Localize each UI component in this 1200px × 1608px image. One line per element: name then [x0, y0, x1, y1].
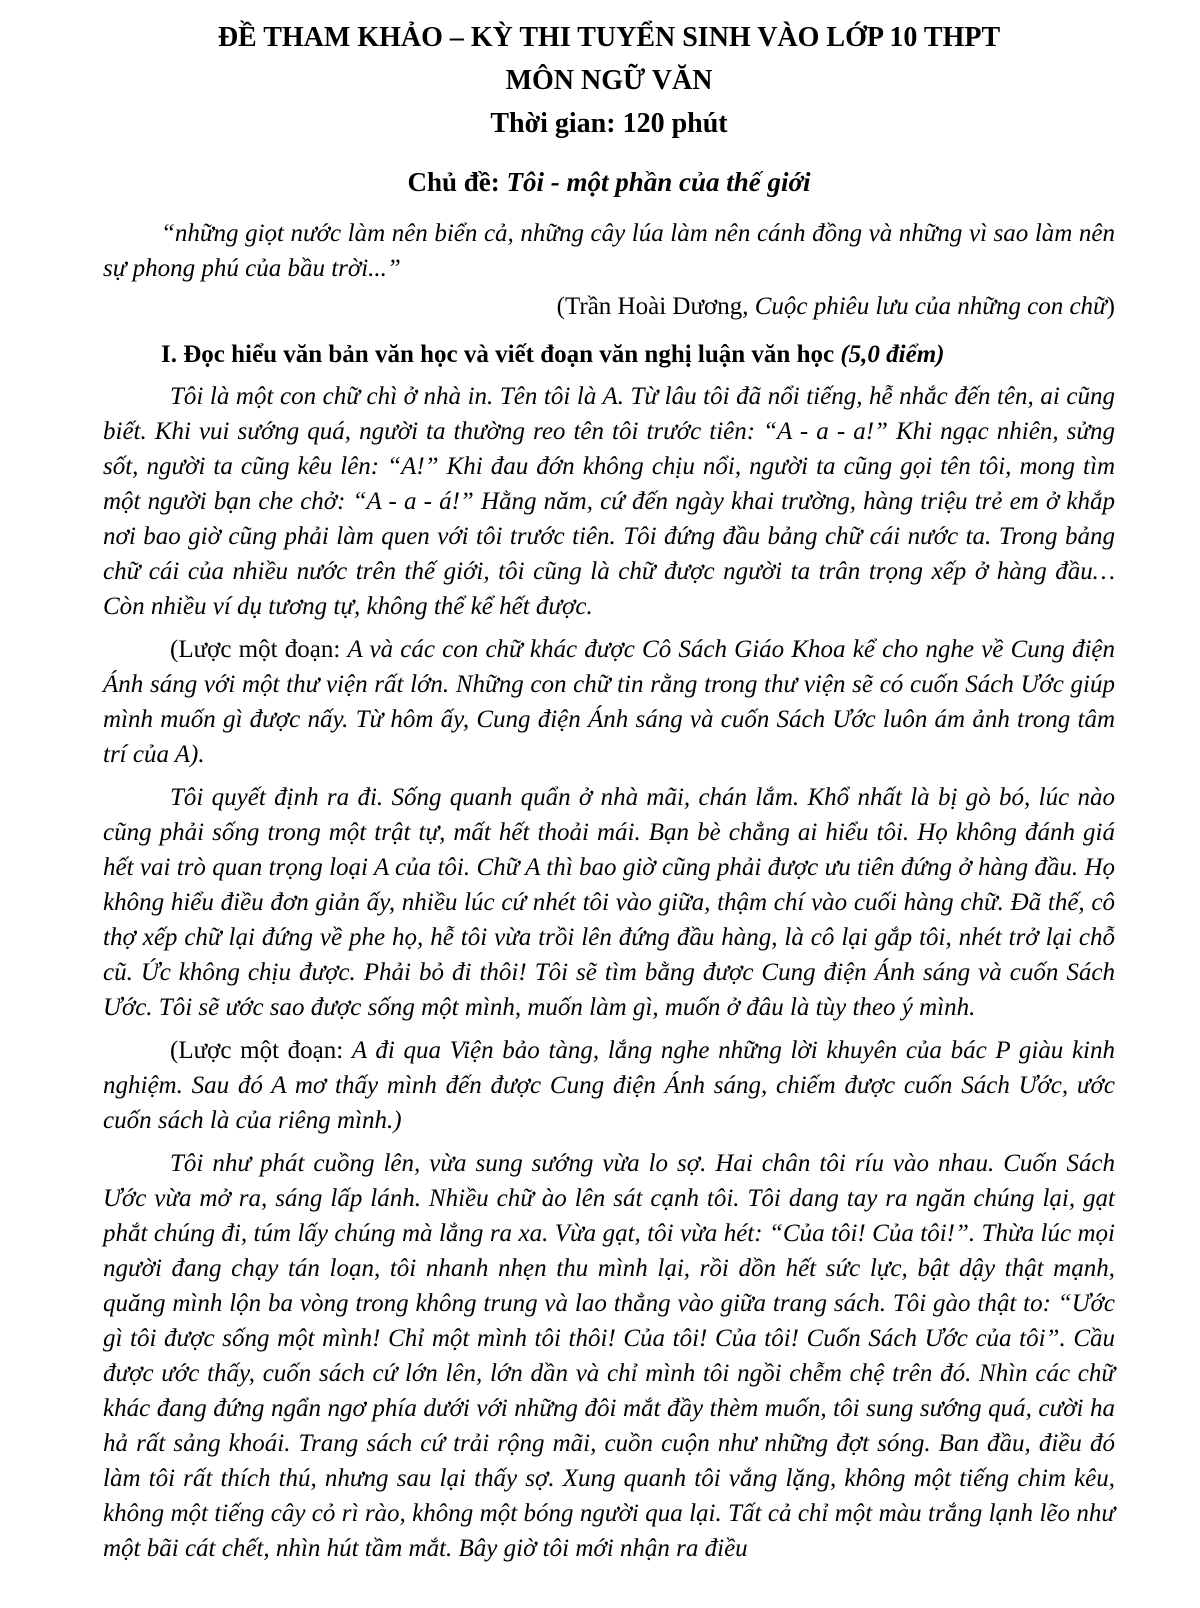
section-1-heading	[103, 337, 1115, 372]
topic-label: Chủ đề:	[407, 167, 507, 197]
attribution-work-title: Cuộc phiêu lưu của những con chữ	[754, 293, 1107, 320]
document-header	[103, 16, 1115, 145]
paragraph-text: Tôi quyết định ra đi. Sống quanh quẩn ở nhà mãi, chán lắm. Khổ nhất là bị gò bó, lúc nào cũng phải sống trong một trật tự, mất hết thoải mái. Bạn bè chẳng ai hiểu tôi. Họ không đánh giá hết vai trò quan trọng loại A của tôi. Chữ A thì bao giờ cũng phải được ưu tiên đứng ở hàng đầu. Họ không hiểu điều đơn giản ấy, nhiều lúc cứ nhét tôi vào giữa, thậm chí vào cuối hàng chữ. Đã thế, cô thợ xếp chữ lại đứng về phe họ, hễ tôi vừa trồi lên đứng đầu hàng, là cô lại gắp tôi, nhét trở lại chỗ cũ. Ức không chịu được. Phải bỏ đi thôi! Tôi sẽ tìm bằng được Cung điện Ánh sáng và cuốn Sách Ước. Tôi sẽ ước sao được sống một mình, muốn làm gì, muốn ở đâu là tùy theo ý mình.	[103, 784, 1115, 1021]
epigraph-quote: “những giọt nước làm nên biển cả, những cây lúa làm nên cánh đồng và những vì sao làm nên sự phong phú của bầu trời...”	[103, 220, 1115, 282]
passage-paragraph	[103, 632, 1115, 772]
epigraph-attribution	[103, 289, 1115, 324]
exam-duration: Thời gian: 120 phút	[490, 108, 728, 139]
exam-title: ĐỀ THAM KHẢO – KỲ THI TUYỂN SINH VÀO LỚP 10 THPT	[217, 22, 1001, 53]
passage-paragraph	[103, 379, 1115, 624]
paragraph-text: A đi qua Viện bảo tàng, lắng nghe những lời khuyên của bác P giàu kinh nghiệm. Sau đó A mơ thấy mình đến được Cung điện Ánh sáng, chiếm được cuốn Sách Ước, ước cuốn sách là của riêng mình.)	[103, 1037, 1115, 1134]
paragraph-text: Tôi như phát cuồng lên, vừa sung sướng vừa lo sợ. Hai chân tôi ríu vào nhau. Cuốn Sách Ước vừa mở ra, sáng lấp lánh. Nhiều chữ ào lên sát cạnh tôi. Tôi dang tay ra ngăn chúng lại, gạt phắt chúng đi, túm lấy chúng mà lẳng ra xa. Vừa gạt, tôi vừa hét: “Của tôi! Của tôi!”. Thừa lúc mọi người đang chạy tán loạn, tôi nhanh nhẹn thu mình lại, rồi dồn hết sức lực, bật dậy thật mạnh, quăng mình lộn ba vòng trong không trung và lao thẳng vào giữa trang sách. Tôi gào thật to: “Ước gì tôi được sống một mình! Chỉ một mình tôi thôi! Của tôi! Của tôi! Cuốn Sách Ước của tôi”. Cầu được ước thấy, cuốn sách cứ lớn lên, lớn dần và chỉ mình tôi ngồi chễm chệ trên đó. Nhìn các chữ khác đang đứng ngẩn ngơ phía dưới với những đôi mắt đầy thèm muốn, tôi sung sướng quá, cười ha hả rất sảng khoái. Trang sách cứ trải rộng mãi, cuồn cuộn như những đợt sóng. Ban đầu, điều đó làm tôi rất thích thú, nhưng sau lại thấy sợ. Xung quanh tôi vắng lặng, không một tiếng chim kêu, không một tiếng cây cỏ rì rào, không một bóng người qua lại. Tất cả chỉ một màu trắng lạnh lẽo như một bãi cát chết, nhìn hút tầm mắt. Bây giờ tôi mới nhận ra điều	[103, 1150, 1115, 1562]
paragraph-lead: (Lược một đoạn:	[170, 1037, 352, 1064]
section-1-points: (5,0 điểm)	[840, 341, 945, 368]
passage-paragraph	[103, 1146, 1115, 1566]
paragraph-lead: (Lược một đoạn:	[170, 636, 348, 663]
passage-paragraph	[103, 780, 1115, 1025]
topic-value: Tôi - một phần của thế giới	[506, 167, 811, 197]
attribution-close-paren: )	[1106, 293, 1115, 320]
paragraph-text: A và các con chữ khác được Cô Sách Giáo Khoa kể cho nghe về Cung điện Ánh sáng với một thư viện rất lớn. Những con chữ tin rằng trong thư viện sẽ có cuốn Sách Ước giúp mình muốn gì được nấy. Từ hôm ấy, Cung điện Ánh sáng và cuốn Sách Ước luôn ám ảnh trong tâm trí của A).	[103, 636, 1115, 768]
topic-line	[103, 165, 1115, 199]
section-1-heading-text: I. Đọc hiểu văn bản văn học và viết đoạn văn nghị luận văn học	[161, 341, 841, 368]
subject-title: MÔN NGỮ VĂN	[505, 65, 713, 96]
passage-paragraph	[103, 1033, 1115, 1138]
reading-passage	[103, 379, 1115, 1566]
paragraph-text: Tôi là một con chữ chì ở nhà in. Tên tôi là A. Từ lâu tôi đã nổi tiếng, hễ nhắc đến tên, ai cũng biết. Khi vui sướng quá, người ta thường reo tên tôi trước tiên: “A - a - a!” Khi ngạc nhiên, sửng sốt, người ta cũng kêu lên: “A!” Khi đau đớn không chịu nổi, người ta cũng gọi tên tôi, mong tìm một người bạn che chở: “A - a - á!” Hằng năm, cứ đến ngày khai trường, hàng triệu trẻ em ở khắp nơi bao giờ cũng phải làm quen với tôi trước tiên. Tôi đứng đầu bảng chữ cái nước ta. Trong bảng chữ cái của nhiều nước trên thế giới, tôi cũng là chữ được người ta trân trọng xếp ở hàng đầu… Còn nhiều ví dụ tương tự, không thể kể hết được.	[103, 383, 1115, 620]
attribution-author: (Trần Hoài Dương,	[556, 293, 755, 320]
